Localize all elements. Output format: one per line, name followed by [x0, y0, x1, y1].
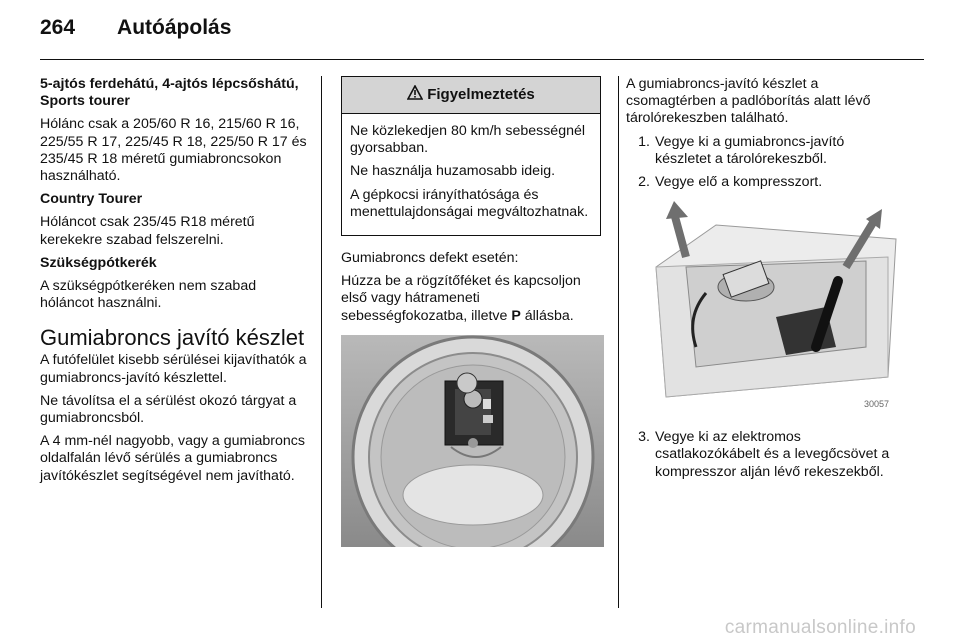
storage-compartment-drawing: [341, 335, 604, 547]
chapter-title: Autóápolás: [117, 16, 232, 39]
paragraph-remove-object: Ne távolítsa el a sérülést okozó tárgyat a gumiabroncsból.: [40, 392, 297, 427]
steps-list: [626, 429, 902, 481]
illustration-compressor: [626, 197, 902, 415]
illustration-storage-compartment: [341, 335, 604, 547]
subheading-country-tourer: Country Tourer: [40, 191, 143, 208]
list-item: 2. Vegye elő a kompresszort.: [638, 174, 823, 191]
column-middle: [341, 76, 604, 547]
paragraph-flat-tyre: Gumiabroncs defekt esetén:: [341, 250, 519, 267]
paragraph-country-tourer: Hóláncot csak 235/45 R18 méretű kerekekre szabad felszerelni.: [40, 214, 255, 248]
warning-line: A gépkocsi irányíthatósága és menettulajdonságai megváltozhatnak.: [350, 186, 589, 220]
gear-p: P: [511, 307, 521, 324]
page-header: [40, 16, 231, 46]
page-number: 264: [40, 16, 76, 39]
paragraph-spare-wheel: A szükségpótkeréken nem szabad hóláncot használni.: [40, 278, 257, 312]
paragraph-kit-location: A gumiabroncs-javító készlet a csomagtérben a padlóborítás alatt lévő tárolórekeszben található.: [626, 76, 871, 127]
watermark: carmanualsonline.info: [724, 617, 916, 638]
warning-triangle-icon: [407, 85, 423, 104]
column-divider: [321, 76, 322, 608]
compressor-drawing: [626, 197, 902, 415]
steps-list: [626, 134, 902, 192]
image-code: 30057: [864, 399, 890, 410]
paragraph-large-damage: A 4 mm-nél nagyobb, vagy a gumiabroncs oldalfalán lévő sérülés a gumiabroncs javítókészlet segítségével nem javítható.: [40, 433, 305, 484]
warning-line: Ne használja huzamosabb ideig.: [350, 163, 556, 180]
warning-title: Figyelmeztetés: [427, 86, 535, 104]
warning-line: Ne közlekedjen 80 km/h sebességnél gyorsabban.: [350, 123, 586, 157]
header-rule: [40, 59, 924, 60]
paragraph-handbrake: Húzza be a rögzítőféket és kapcsoljon első vagy hátrameneti sebességfokozatba, illetve P állásba.: [341, 273, 581, 324]
section-title: Gumiabroncs javító készlet: [40, 325, 305, 351]
list-item: 3. Vegye ki az elektromos csatlakozókábelt és a levegőcsövet a kompresszor alján lévő rekeszekből.: [638, 429, 890, 480]
column-divider: [618, 76, 619, 608]
warning-header: [342, 77, 600, 114]
warning-body: [342, 114, 600, 235]
paragraph-repair-kit: A futófelület kisebb sérülései kijavíthatók a gumiabroncs-javító készlettel.: [40, 352, 307, 386]
column-left: [40, 76, 308, 491]
warning-box: [341, 76, 601, 236]
list-item: 1. Vegye ki a gumiabroncs-javító készletet a tárolórekeszből.: [638, 133, 845, 167]
paragraph-sizes: Hólánc csak a 205/60 R 16, 215/60 R 16, 225/55 R 17, 225/45 R 18, 225/50 R 17 és 235/45 R 18 méretű gumiabroncsokon használható.: [40, 116, 307, 185]
column-right: [626, 76, 902, 487]
subheading-spare-wheel: Szükségpótkerék: [40, 254, 157, 271]
subheading-hatchback: 5-ajtós ferdehátú, 4-ajtós lépcsőshátú, Sports tourer: [40, 76, 299, 110]
